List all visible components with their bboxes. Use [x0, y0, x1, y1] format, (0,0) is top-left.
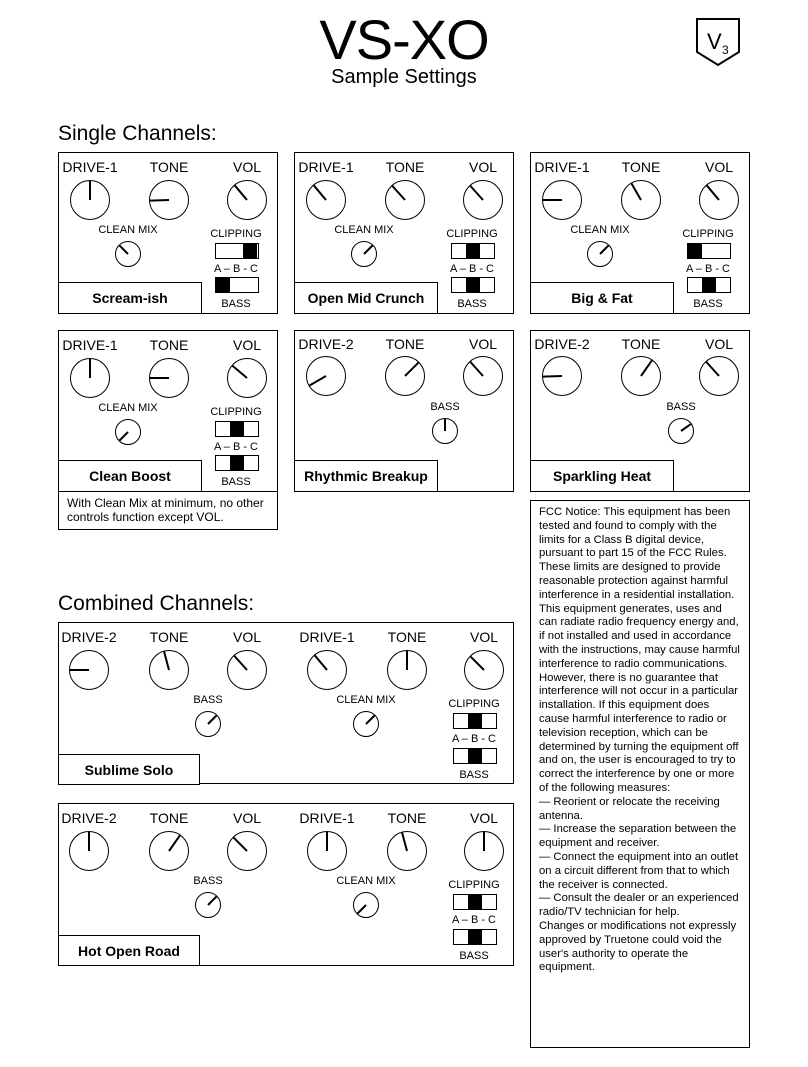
bass-label: BASS — [459, 950, 489, 962]
tone-knob[interactable] — [621, 180, 661, 220]
tone-knob[interactable] — [387, 650, 427, 690]
knob-pointer — [470, 656, 485, 671]
clean-mix-knob[interactable] — [353, 892, 379, 918]
bass-knob[interactable] — [195, 711, 221, 737]
knob-pointer — [233, 837, 248, 852]
tone-label: TONE — [621, 159, 661, 175]
knob-pointer — [309, 375, 326, 386]
tone-label: TONE — [385, 336, 425, 352]
drive-2-label: DRIVE-2 — [61, 629, 117, 645]
drive-2-knob[interactable] — [69, 831, 109, 871]
knob-pointer — [119, 431, 129, 441]
bass-switch[interactable] — [451, 277, 495, 293]
fcc-notice: FCC Notice: This equipment has been tested and found to comply with the limits for a Class B digital device, pursuant to part 15 of the FCC Rules. These limits are designed to provide reasonable protection against harmful interference in a residential installation. This equipment generates, uses and can radiate radio frequency energy and, if not installed and used in accordance with the instructions, may cause harmful interference to radio communications. However, there is no guarantee that interference will not occur in a particular installation. If this equipment does cause harmful interference to radio or television reception, which can be determined by turning the equipment off and on, the user is encouraged to try to correct the interference by one or more of the following measures: — Reorient or relocate the receiving antenna. — Increase the separation between the equipment and receiver. — Connect the equipment into an outlet on a circuit different from that to which the receiver is connected. — Consult the dealer or an experienced radio/TV technician for help. Changes or modifications not expressly approved by Truetone could void the user's authority to operate the equipment. — [530, 500, 750, 1048]
preset-name: Clean Boost — [58, 460, 202, 492]
switch-position — [468, 749, 482, 763]
tone-label: TONE — [387, 629, 427, 645]
tone-label: TONE — [149, 337, 189, 353]
tone-knob[interactable] — [385, 356, 425, 396]
vol-label: VOL — [468, 336, 498, 352]
vol-label: VOL — [704, 336, 734, 352]
knob-pointer — [70, 669, 89, 671]
knob-pointer — [163, 651, 170, 670]
drive-2-knob[interactable] — [542, 356, 582, 396]
knob-pointer — [392, 185, 406, 200]
vol-knob[interactable] — [463, 180, 503, 220]
preset-name: Sublime Solo — [58, 754, 200, 785]
tone-knob[interactable] — [149, 358, 189, 398]
knob-pointer — [365, 715, 375, 725]
clean-mix-label: CLEAN MIX — [336, 694, 396, 706]
tone-label: TONE — [387, 810, 427, 826]
clean-mix-knob[interactable] — [353, 711, 379, 737]
knob-pointer — [119, 245, 129, 255]
knob-pointer — [401, 832, 408, 851]
clean-mix-knob[interactable] — [587, 241, 613, 267]
vol-knob[interactable] — [463, 356, 503, 396]
clipping-switch[interactable] — [215, 243, 259, 259]
drive-2-label: DRIVE-2 — [61, 810, 117, 826]
knob-pointer — [207, 715, 217, 725]
bass-switch[interactable] — [215, 455, 259, 471]
bass-label: BASS — [193, 694, 223, 706]
bass-label: BASS — [430, 401, 460, 413]
vol-label: VOL — [468, 159, 498, 175]
knob-pointer — [234, 185, 248, 201]
combined-channels-heading: Combined Channels: — [58, 592, 255, 615]
tone-knob[interactable] — [385, 180, 425, 220]
knob-pointer — [543, 199, 562, 201]
clipping-label: CLIPPING — [448, 698, 500, 710]
knob-pointer — [363, 245, 373, 255]
knob-pointer — [631, 183, 642, 200]
knob-pointer — [314, 655, 328, 671]
tone-label: TONE — [149, 810, 189, 826]
clipping-label: CLIPPING — [210, 406, 262, 418]
drive-1-knob[interactable] — [307, 831, 347, 871]
vol-knob[interactable] — [464, 831, 504, 871]
knob-pointer — [357, 904, 367, 914]
clipping-switch[interactable] — [687, 243, 731, 259]
tone-knob[interactable] — [149, 180, 189, 220]
vol-knob[interactable] — [227, 180, 267, 220]
bass-label: BASS — [666, 401, 696, 413]
bass-label: BASS — [693, 298, 723, 310]
clean-mix-label: CLEAN MIX — [570, 224, 630, 236]
tone-label: TONE — [149, 629, 189, 645]
vol-knob[interactable] — [227, 358, 267, 398]
tone-label: TONE — [149, 159, 189, 175]
knob-pointer — [483, 832, 485, 851]
clean-mix-knob[interactable] — [115, 419, 141, 445]
knob-pointer — [680, 423, 691, 432]
knob-pointer — [168, 835, 181, 852]
switch-position — [468, 930, 482, 944]
bass-switch[interactable] — [453, 929, 497, 945]
drive-1-label: DRIVE-1 — [299, 629, 355, 645]
knob-pointer — [313, 185, 327, 201]
vol-knob[interactable] — [464, 650, 504, 690]
preset-name: Open Mid Crunch — [294, 282, 438, 314]
clean-boost-note: With Clean Mix at minimum, no other controls function except VOL. — [58, 491, 278, 530]
switch-position — [216, 278, 230, 292]
vol-label: VOL — [704, 159, 734, 175]
switch-position — [230, 456, 244, 470]
abc-label: A – B - C — [685, 263, 731, 275]
knob-pointer — [470, 361, 484, 376]
clean-mix-label: CLEAN MIX — [98, 224, 158, 236]
knob-pointer — [89, 359, 91, 378]
vol-knob[interactable] — [699, 180, 739, 220]
knob-pointer — [706, 185, 720, 201]
tone-knob[interactable] — [621, 356, 661, 396]
drive-1-label: DRIVE-1 — [299, 810, 355, 826]
drive-1-knob[interactable] — [307, 650, 347, 690]
clean-mix-knob[interactable] — [351, 241, 377, 267]
bass-label: BASS — [457, 298, 487, 310]
bass-knob[interactable] — [432, 418, 458, 444]
clipping-switch[interactable] — [451, 243, 495, 259]
bass-switch[interactable] — [215, 277, 259, 293]
switch-position — [466, 244, 480, 258]
clean-mix-label: CLEAN MIX — [336, 875, 396, 887]
tone-knob[interactable] — [387, 831, 427, 871]
abc-label: A – B - C — [213, 263, 259, 275]
bass-switch[interactable] — [453, 748, 497, 764]
knob-pointer — [599, 245, 609, 255]
drive-1-label: DRIVE-1 — [62, 159, 118, 175]
svg-text:3: 3 — [722, 43, 729, 57]
tone-knob[interactable] — [149, 831, 189, 871]
switch-position — [702, 278, 716, 292]
switch-position — [466, 278, 480, 292]
abc-label: A – B - C — [451, 914, 497, 926]
bass-label: BASS — [459, 769, 489, 781]
vol-knob[interactable] — [227, 831, 267, 871]
abc-label: A – B - C — [449, 263, 495, 275]
clean-mix-label: CLEAN MIX — [98, 402, 158, 414]
bass-label: BASS — [221, 476, 251, 488]
preset-name: Hot Open Road — [58, 935, 200, 966]
switch-position — [468, 714, 482, 728]
v3-logo-icon — [694, 16, 742, 68]
drive-1-label: DRIVE-1 — [298, 159, 354, 175]
vol-knob[interactable] — [699, 356, 739, 396]
switch-position — [688, 244, 702, 258]
preset-name: Sparkling Heat — [530, 460, 674, 492]
vol-knob[interactable] — [227, 650, 267, 690]
drive-2-knob[interactable] — [69, 650, 109, 690]
knob-pointer — [150, 377, 169, 379]
bass-switch[interactable] — [687, 277, 731, 293]
vol-label: VOL — [232, 159, 262, 175]
switch-position — [468, 895, 482, 909]
vol-label: VOL — [469, 629, 499, 645]
knob-pointer — [444, 419, 446, 431]
drive-1-knob[interactable] — [542, 180, 582, 220]
clipping-switch[interactable] — [453, 894, 497, 910]
preset-name: Scream-ish — [58, 282, 202, 314]
drive-2-label: DRIVE-2 — [298, 336, 354, 352]
drive-1-label: DRIVE-1 — [62, 337, 118, 353]
page-subtitle: Sample Settings — [331, 66, 477, 88]
knob-pointer — [404, 362, 419, 377]
knob-pointer — [470, 185, 484, 200]
drive-2-knob[interactable] — [306, 356, 346, 396]
drive-1-knob[interactable] — [70, 180, 110, 220]
page-title: VS-XO — [319, 8, 489, 71]
bass-label: BASS — [193, 875, 223, 887]
drive-1-knob[interactable] — [70, 358, 110, 398]
knob-pointer — [150, 199, 169, 202]
tone-label: TONE — [385, 159, 425, 175]
abc-label: A – B - C — [213, 441, 259, 453]
clipping-label: CLIPPING — [446, 228, 498, 240]
vol-label: VOL — [232, 337, 262, 353]
bass-knob[interactable] — [195, 892, 221, 918]
knob-pointer — [207, 896, 217, 906]
drive-1-knob[interactable] — [306, 180, 346, 220]
single-channels-heading: Single Channels: — [58, 122, 217, 145]
clean-mix-label: CLEAN MIX — [334, 224, 394, 236]
knob-pointer — [234, 655, 248, 670]
vol-label: VOL — [469, 810, 499, 826]
switch-position — [230, 422, 244, 436]
bass-label: BASS — [221, 298, 251, 310]
knob-pointer — [88, 832, 90, 851]
clipping-switch[interactable] — [453, 713, 497, 729]
clipping-switch[interactable] — [215, 421, 259, 437]
bass-knob[interactable] — [668, 418, 694, 444]
knob-pointer — [326, 832, 328, 851]
svg-text:V: V — [707, 29, 722, 54]
preset-name: Big & Fat — [530, 282, 674, 314]
switch-position — [243, 244, 257, 258]
tone-knob[interactable] — [149, 650, 189, 690]
clipping-label: CLIPPING — [448, 879, 500, 891]
knob-pointer — [706, 361, 720, 376]
preset-name: Rhythmic Breakup — [294, 460, 438, 492]
knob-pointer — [232, 365, 248, 379]
knob-pointer — [89, 181, 91, 200]
knob-pointer — [406, 651, 408, 670]
drive-1-label: DRIVE-1 — [534, 159, 590, 175]
clipping-label: CLIPPING — [682, 228, 734, 240]
knob-pointer — [543, 375, 562, 378]
abc-label: A – B - C — [451, 733, 497, 745]
vol-label: VOL — [232, 810, 262, 826]
knob-pointer — [640, 360, 653, 377]
tone-label: TONE — [621, 336, 661, 352]
drive-2-label: DRIVE-2 — [534, 336, 590, 352]
clean-mix-knob[interactable] — [115, 241, 141, 267]
vol-label: VOL — [232, 629, 262, 645]
clipping-label: CLIPPING — [210, 228, 262, 240]
